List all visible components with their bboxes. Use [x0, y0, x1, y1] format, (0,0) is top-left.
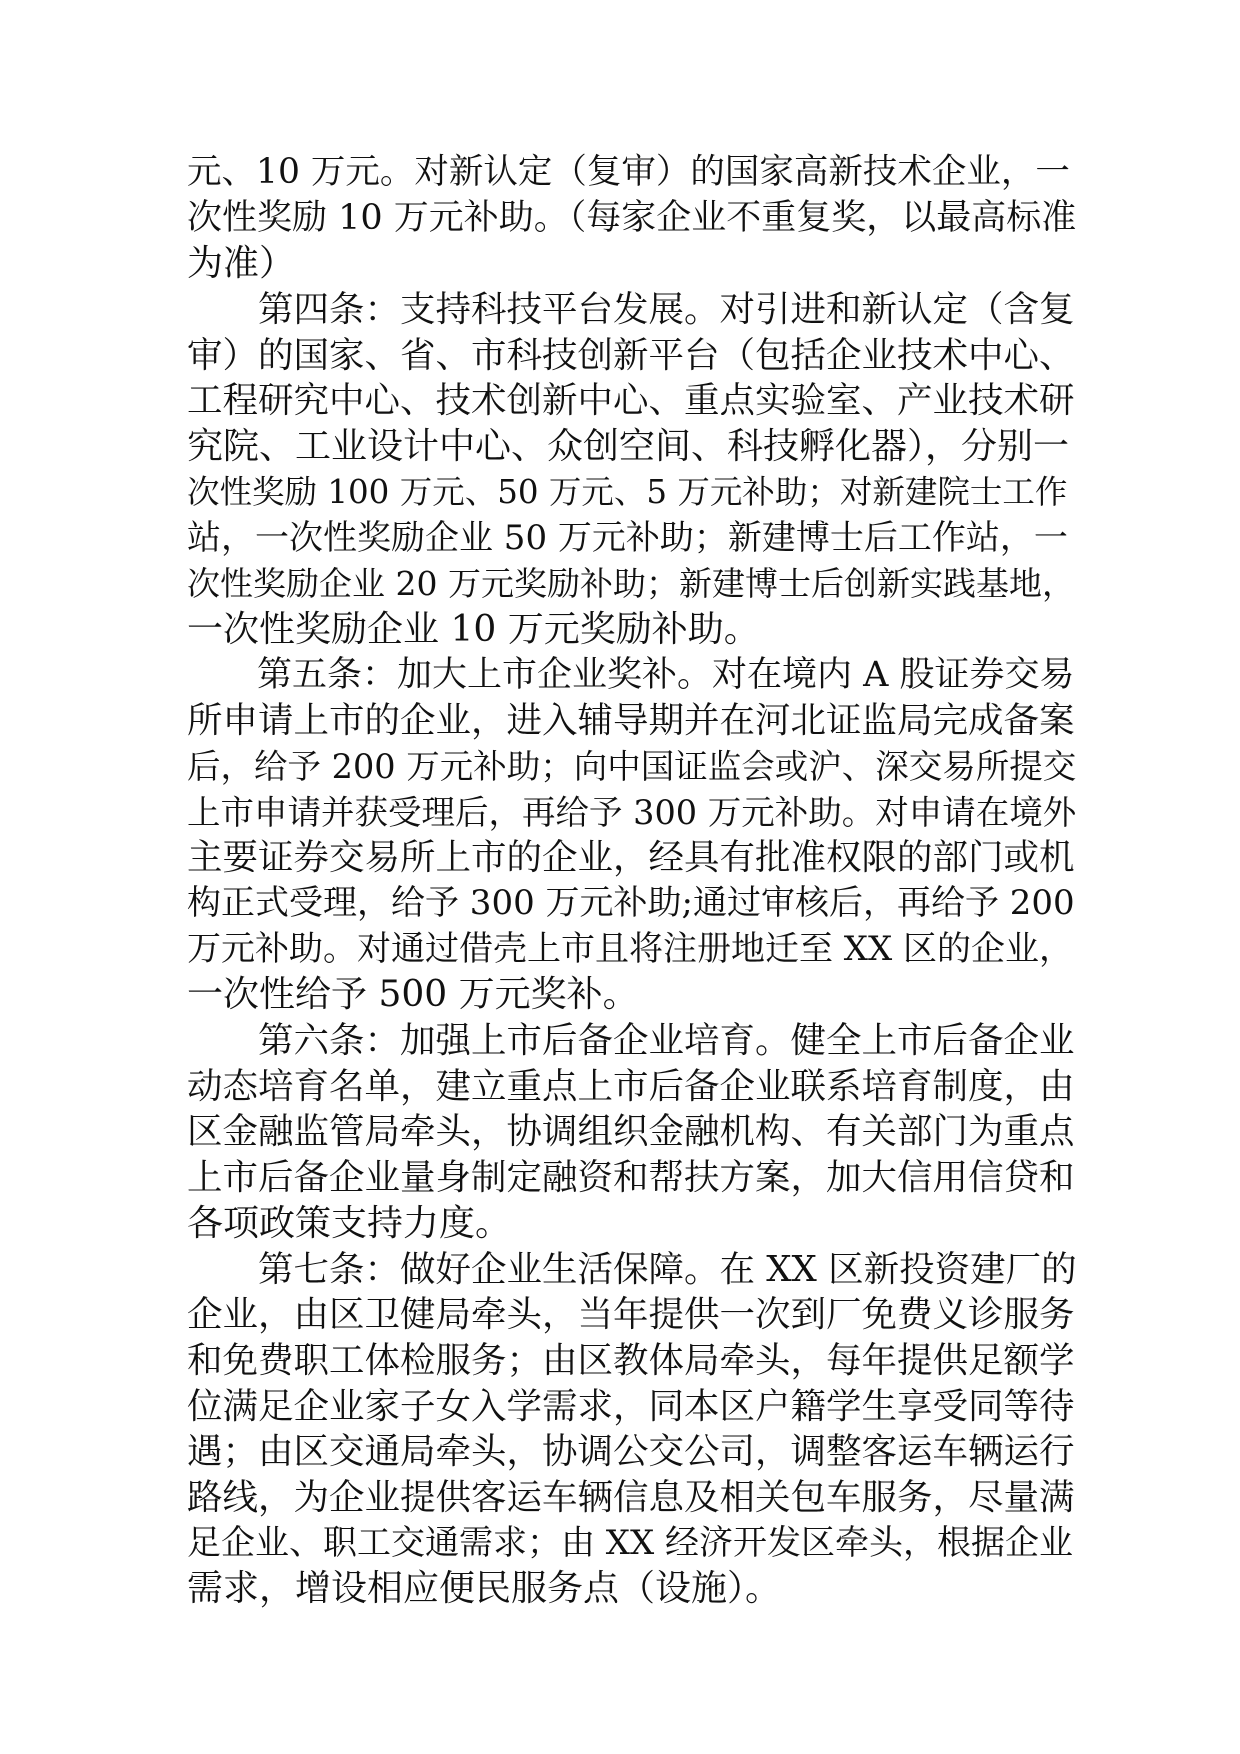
article-4-heading-line: 第四条：支持科技平台发展。对引进和新认定（含复 [187, 289, 1075, 331]
text-line: 各项政策支持力度。 [187, 1202, 512, 1244]
article-6-heading-line: 第六条：加强上市后备企业培育。健全上市后备企业 [187, 1020, 1075, 1062]
text-line: 次性奖励企业 20 万元奖励补助；新建博士后创新实践基地， [187, 564, 1075, 604]
text-line: 一次性奖励企业 10 万元奖励补助。 [187, 608, 760, 650]
text-line: 企业，由区卫健局牵头，当年提供一次到厂免费义诊服务 [187, 1294, 1075, 1336]
article-7-heading-line: 第七条：做好企业生活保障。在 XX 区新投资建厂的 [187, 1248, 1077, 1290]
text-line: 所申请上市的企业，进入辅导期并在河北证监局完成备案 [187, 700, 1075, 742]
text-line: 站，一次性奖励企业 50 万元补助；新建博士后工作站，一 [187, 517, 1068, 558]
text-line: 需求，增设相应便民服务点（设施）。 [187, 1568, 782, 1610]
text-line: 路线，为企业提供客运车辆信息及相关包车服务，尽量满 [187, 1476, 1075, 1518]
text-line: 主要证券交易所上市的企业，经具有批准权限的部门或机 [187, 837, 1075, 879]
text-line: 上市申请并获受理后，再给予 300 万元补助。对申请在境外 [187, 792, 1077, 832]
text-line: 上市后备企业量身制定融资和帮扶方案，加大信用信贷和 [187, 1157, 1075, 1199]
text-line: 元、10 万元。对新认定（复审）的国家高新技术企业，一 [187, 152, 1070, 192]
text-line: 遇；由区交通局牵头，协调公交公司，调整客运车辆运行 [187, 1431, 1075, 1473]
text-line: 审）的国家、省、市科技创新平台（包括企业技术中心、 [187, 334, 1075, 376]
text-line: 工程研究中心、技术创新中心、重点实验室、产业技术研 [187, 380, 1075, 422]
text-line: 万元补助。对通过借壳上市且将注册地迁至 XX 区的企业， [187, 928, 1074, 969]
text-line: 和免费职工体检服务；由区教体局牵头，每年提供足额学 [187, 1339, 1075, 1381]
text-line: 究院、工业设计中心、众创空间、科技孵化器），分别一 [187, 426, 1070, 468]
text-line: 动态培育名单，建立重点上市后备企业联系培育制度，由 [187, 1065, 1075, 1107]
text-line: 区金融监管局牵头，协调组织金融机构、有关部门为重点 [187, 1111, 1075, 1153]
text-line: 构正式受理，给予 300 万元补助;通过审核后，再给予 200 [187, 883, 1075, 923]
article-5-heading-line: 第五条：加大上市企业奖补。对在境内 A 股证券交易 [187, 654, 1075, 695]
text-line: 位满足企业家子女入学需求，同本区户籍学生享受同等待 [187, 1385, 1075, 1427]
text-line: 次性奖励 10 万元补助。（每家企业不重复奖，以最高标准 [187, 197, 1077, 238]
text-line: 足企业、职工交通需求；由 XX 经济开发区牵头，根据企业 [187, 1522, 1074, 1563]
text-line: 一次性给予 500 万元奖补。 [187, 974, 639, 1016]
text-line: 次性奖励 100 万元、50 万元、5 万元补助；对新建院士工作 [187, 472, 1068, 511]
document-body [187, 150, 1077, 1612]
text-line: 为准） [187, 243, 296, 285]
text-line: 后，给予 200 万元补助；向中国证监会或沪、深交易所提交 [187, 746, 1077, 786]
